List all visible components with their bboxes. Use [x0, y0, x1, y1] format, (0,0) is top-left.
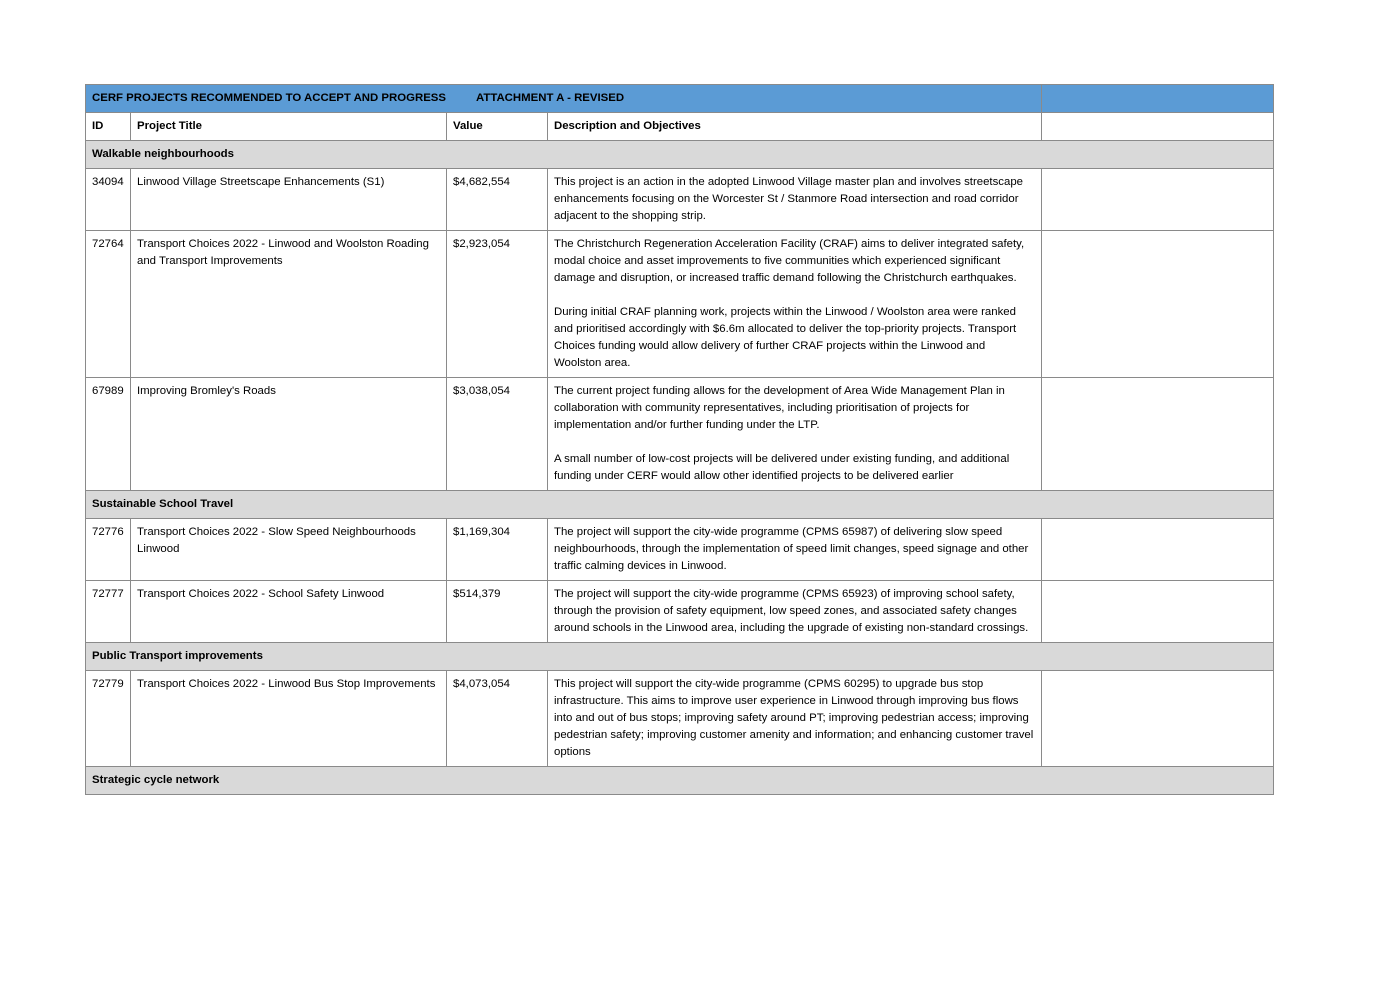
- header-extra: [1042, 113, 1274, 141]
- table-row: [86, 169, 1274, 231]
- section-heading: Walkable neighbourhoods: [86, 141, 1274, 169]
- project-description: [548, 169, 1042, 231]
- project-id: 67989: [86, 378, 131, 491]
- project-extra: [1042, 378, 1274, 491]
- section-row: [86, 767, 1274, 795]
- project-title: Transport Choices 2022 - Linwood Bus Stop Improvements: [131, 671, 447, 767]
- project-value: $2,923,054: [447, 231, 548, 378]
- project-description: [548, 671, 1042, 767]
- table-row: [86, 378, 1274, 491]
- project-extra: [1042, 519, 1274, 581]
- title-row: [86, 85, 1274, 113]
- project-title: Transport Choices 2022 - School Safety Linwood: [131, 581, 447, 643]
- project-value: $4,073,054: [447, 671, 548, 767]
- project-extra: [1042, 231, 1274, 378]
- title-extra-cell: [1042, 85, 1274, 113]
- project-description: [548, 378, 1042, 491]
- header-row: [86, 113, 1274, 141]
- project-id: 72764: [86, 231, 131, 378]
- section-heading: Sustainable School Travel: [86, 491, 1274, 519]
- header-description: Description and Objectives: [548, 113, 1042, 141]
- description-paragraph: The current project funding allows for the development of Area Wide Management Plan in collaboration with community representatives, including prioritisation of projects for implementation and/or further funding under the LTP.: [554, 385, 1005, 431]
- project-extra: [1042, 671, 1274, 767]
- project-title: Transport Choices 2022 - Linwood and Woolston Roading and Transport Improvements: [131, 231, 447, 378]
- description-paragraph: This project is an action in the adopted Linwood Village master plan and involves streetscape enhancements focusing on the Worcester St / Stanmore Road intersection and road corridor adjacent to the shopping strip.: [554, 176, 1023, 222]
- description-paragraph: A small number of low-cost projects will be delivered under existing funding, and additional funding under CERF would allow other identified projects to be delivered earlier: [554, 453, 1010, 482]
- project-value: $4,682,554: [447, 169, 548, 231]
- project-description: [548, 231, 1042, 378]
- section-heading: Strategic cycle network: [86, 767, 1274, 795]
- project-id: 34094: [86, 169, 131, 231]
- project-title: Transport Choices 2022 - Slow Speed Neighbourhoods Linwood: [131, 519, 447, 581]
- attachment-sheet: [85, 84, 1273, 795]
- header-project-title: Project Title: [131, 113, 447, 141]
- attachment-label: ATTACHMENT A - REVISED: [476, 92, 625, 104]
- table-row: [86, 519, 1274, 581]
- table-row: [86, 581, 1274, 643]
- table-row: [86, 231, 1274, 378]
- header-id: ID: [86, 113, 131, 141]
- project-value: $1,169,304: [447, 519, 548, 581]
- table-body: [86, 85, 1274, 795]
- project-extra: [1042, 581, 1274, 643]
- section-row: [86, 643, 1274, 671]
- section-row: [86, 491, 1274, 519]
- description-paragraph: The project will support the city-wide programme (CPMS 65923) of improving school safety, through the provision of safety equipment, low speed zones, and associated safety changes around schools in the Linwood area, including the upgrade of existing non-standard crossings.: [554, 588, 1029, 634]
- header-value: Value: [447, 113, 548, 141]
- project-title: Improving Bromley's Roads: [131, 378, 447, 491]
- description-paragraph: The project will support the city-wide programme (CPMS 65987) of delivering slow speed neighbourhoods, through the implementation of speed limit changes, speed signage and other traffic calming devices in Linwood.: [554, 526, 1029, 572]
- project-id: 72777: [86, 581, 131, 643]
- project-id: 72776: [86, 519, 131, 581]
- project-description: [548, 519, 1042, 581]
- title-cell: [86, 85, 1042, 113]
- project-description: [548, 581, 1042, 643]
- project-extra: [1042, 169, 1274, 231]
- project-value: $3,038,054: [447, 378, 548, 491]
- table-row: [86, 671, 1274, 767]
- table-title: CERF PROJECTS RECOMMENDED TO ACCEPT AND PROGRESS: [92, 92, 446, 104]
- project-value: $514,379: [447, 581, 548, 643]
- description-paragraph: During initial CRAF planning work, projects within the Linwood / Woolston area were ranked and prioritised accordingly with $6.6m allocated to deliver the top-priority projects. Transport Choices funding would allow delivery of further CRAF projects within the Linwood and Woolston area.: [554, 306, 1017, 369]
- project-title: Linwood Village Streetscape Enhancements (S1): [131, 169, 447, 231]
- section-row: [86, 141, 1274, 169]
- project-id: 72779: [86, 671, 131, 767]
- description-paragraph: This project will support the city-wide programme (CPMS 60295) to upgrade bus stop infrastructure. This aims to improve user experience in Linwood through improving bus flows into and out of bus stops; improving safety around PT; improving pedestrian access; improving pedestrian safety; improving customer amenity and information; and enhancing customer travel options: [554, 678, 1034, 758]
- description-paragraph: The Christchurch Regeneration Acceleration Facility (CRAF) aims to deliver integrated safety, modal choice and asset improvements to five communities which experienced significant damage and disruption, or increased traffic demand following the Christchurch earthquakes.: [554, 238, 1025, 284]
- cerf-projects-table: [85, 84, 1274, 795]
- section-heading: Public Transport improvements: [86, 643, 1274, 671]
